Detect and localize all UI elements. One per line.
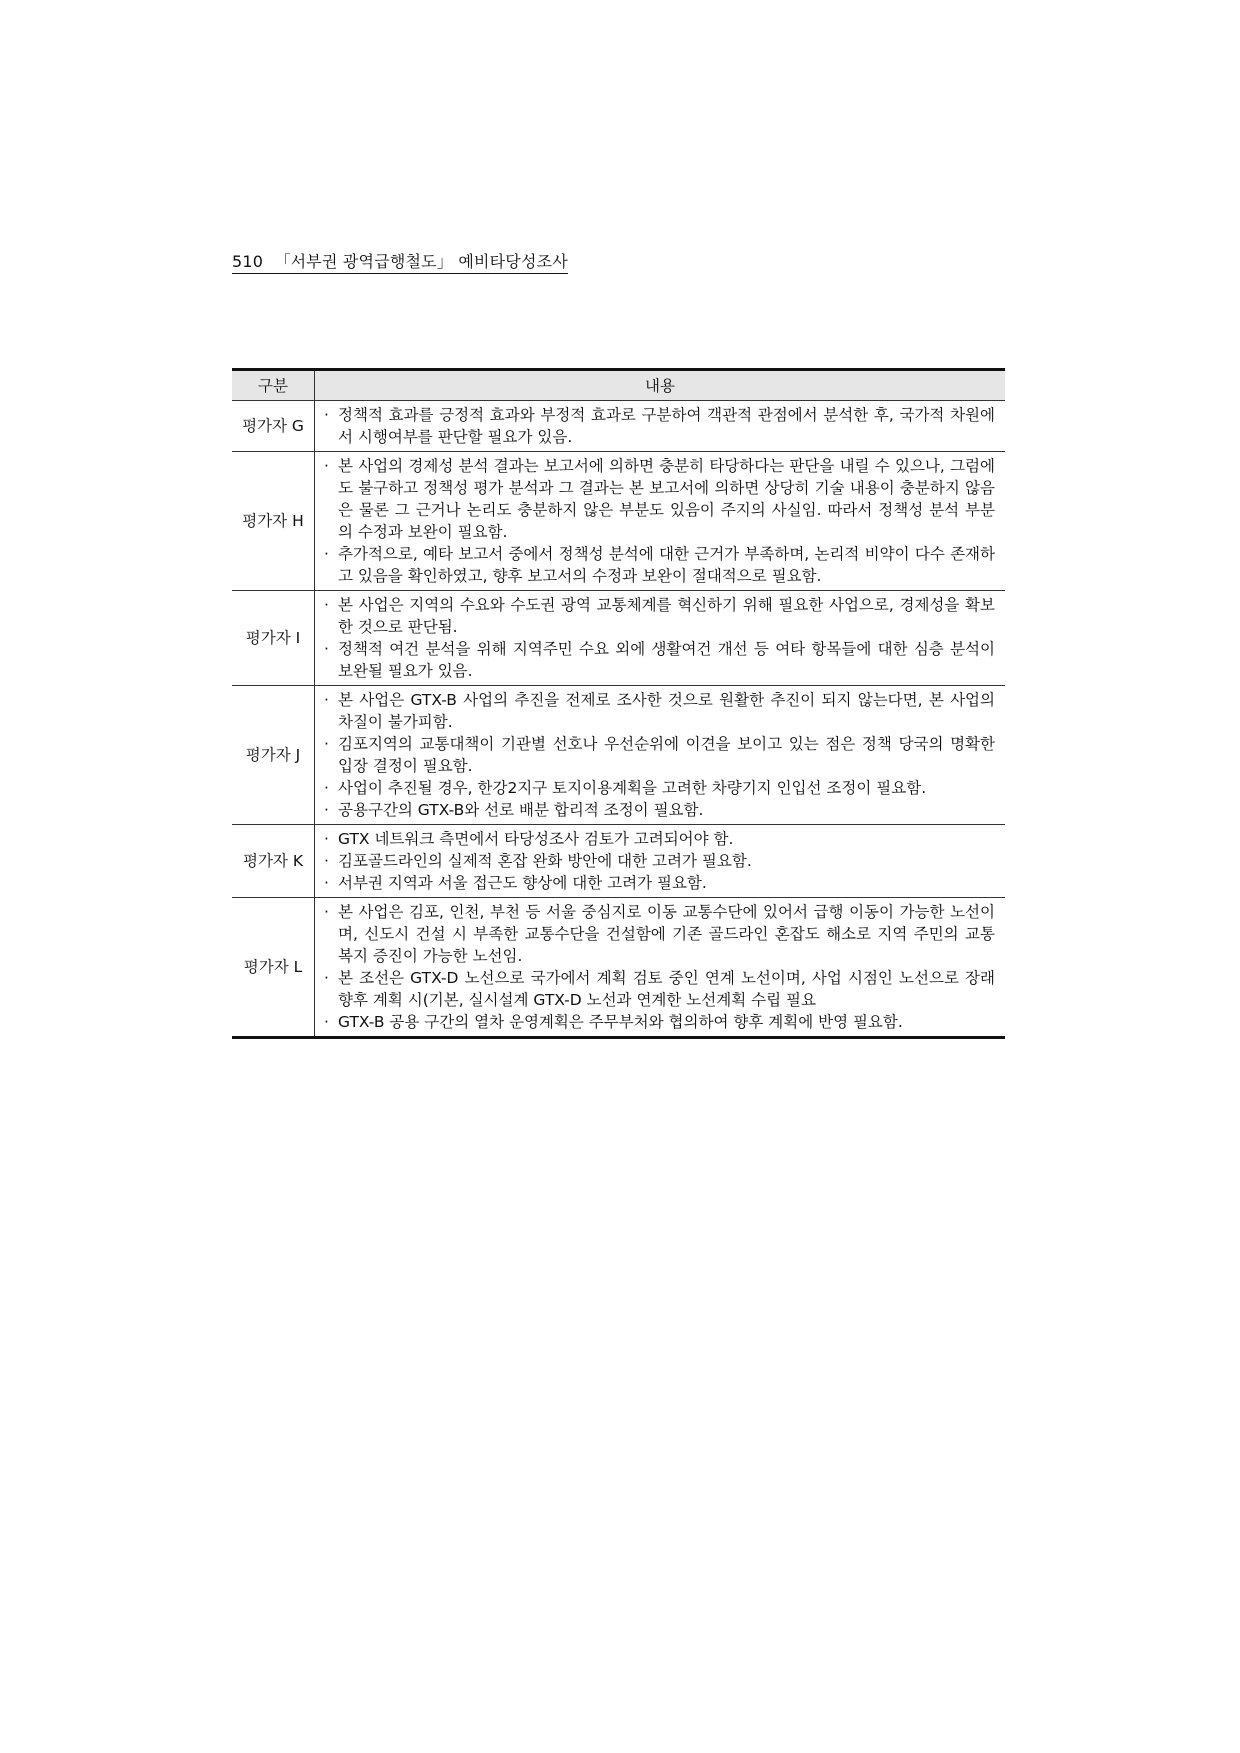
table-row — [232, 452, 1005, 591]
comment-item: · 김포골드라인의 실제적 혼잡 완화 방안에 대한 고려가 필요함. — [323, 850, 995, 872]
evaluator-comments — [315, 401, 1006, 452]
comment-item: · 본 사업의 경제성 분석 결과는 보고서에 의하면 충분히 타당하다는 판단을 내릴 수 있으나, 그럼에도 불구하고 정책성 평가 분석과 그 결과는 본 보고서에 의하면 상당히 기술 내용이 충분하지 않음은 물론 그 근거나 논리도 충분하지 않은 부분도 있음이 주지의 사실임. 따라서 정책성 분석 부분의 수정과 보완이 필요함. — [323, 455, 995, 543]
evaluator-comments — [315, 825, 1006, 898]
page-number: 510 — [232, 252, 264, 271]
table-row — [232, 825, 1005, 898]
comment-item: · 본 사업은 김포, 인천, 부천 등 서울 중심지로 이동 교통수단에 있어서 급행 이동이 가능한 노선이며, 신도시 건설 시 부족한 교통수단을 건설함에 기존 골드라인 혼잡도 해소로 지역 주민의 교통 복지 증진이 가능한 노선임. — [323, 901, 995, 967]
comment-item: · 사업이 추진될 경우, 한강2지구 토지이용계획을 고려한 차량기지 인입선 조정이 필요함. — [323, 777, 995, 799]
comment-item: · 정책적 여건 분석을 위해 지역주민 수요 외에 생활여건 개선 등 여타 항목들에 대한 심층 분석이 보완될 필요가 있음. — [323, 638, 995, 682]
evaluator-label: 평가자 J — [232, 686, 315, 825]
table-row — [232, 591, 1005, 686]
evaluator-label: 평가자 G — [232, 401, 315, 452]
comment-item: · 본 사업은 지역의 수요와 수도권 광역 교통체계를 혁신하기 위해 필요한 사업으로, 경제성을 확보한 것으로 판단됨. — [323, 594, 995, 638]
comment-item: · 공용구간의 GTX-B와 선로 배분 합리적 조정이 필요함. — [323, 799, 995, 821]
comment-item: · 김포지역의 교통대책이 기관별 선호나 우선순위에 이견을 보이고 있는 점은 정책 당국의 명확한 입장 결정이 필요함. — [323, 733, 995, 777]
evaluator-label: 평가자 H — [232, 452, 315, 591]
table-row — [232, 898, 1005, 1038]
comment-item: · 서부권 지역과 서울 접근도 향상에 대한 고려가 필요함. — [323, 872, 995, 894]
comment-item: · GTX-B 공용 구간의 열차 운영계획은 주무부처와 협의하여 향후 계획에 반영 필요함. — [323, 1011, 995, 1033]
evaluator-label: 평가자 L — [232, 898, 315, 1038]
evaluator-label: 평가자 K — [232, 825, 315, 898]
evaluator-comments — [315, 686, 1006, 825]
table-header-row — [232, 370, 1005, 401]
comment-item: · GTX 네트워크 측면에서 타당성조사 검토가 고려되어야 함. — [323, 828, 995, 850]
evaluator-review-table — [232, 368, 1005, 1039]
comment-item: · 추가적으로, 예타 보고서 중에서 정책성 분석에 대한 근거가 부족하며, 논리적 비약이 다수 존재하고 있음을 확인하였고, 향후 보고서의 수정과 보완이 절대적으로 필요함. — [323, 543, 995, 587]
evaluator-comments — [315, 898, 1006, 1038]
evaluator-comments — [315, 452, 1006, 591]
comment-item: · 본 조선은 GTX-D 노선으로 국가에서 계획 검토 중인 연계 노선이며, 사업 시점인 노선으로 장래 향후 계획 시(기본, 실시설계 GTX-D 노선과 연계한 노선계획 수립 필요 — [323, 967, 995, 1011]
table-row — [232, 401, 1005, 452]
column-header-content: 내용 — [315, 370, 1006, 401]
comment-item: · 정책적 효과를 긍정적 효과와 부정적 효과로 구분하여 객관적 관점에서 분석한 후, 국가적 차원에서 시행여부를 판단할 필요가 있음. — [323, 404, 995, 448]
evaluator-comments — [315, 591, 1006, 686]
evaluator-label: 평가자 I — [232, 591, 315, 686]
document-title: 「서부권 광역급행철도」 예비타당성조사 — [274, 252, 568, 271]
comment-item: · 본 사업은 GTX-B 사업의 추진을 전제로 조사한 것으로 원활한 추진이 되지 않는다면, 본 사업의 차질이 불가피함. — [323, 689, 995, 733]
table-row — [232, 686, 1005, 825]
page-header — [232, 253, 568, 274]
column-header-category: 구분 — [232, 370, 315, 401]
